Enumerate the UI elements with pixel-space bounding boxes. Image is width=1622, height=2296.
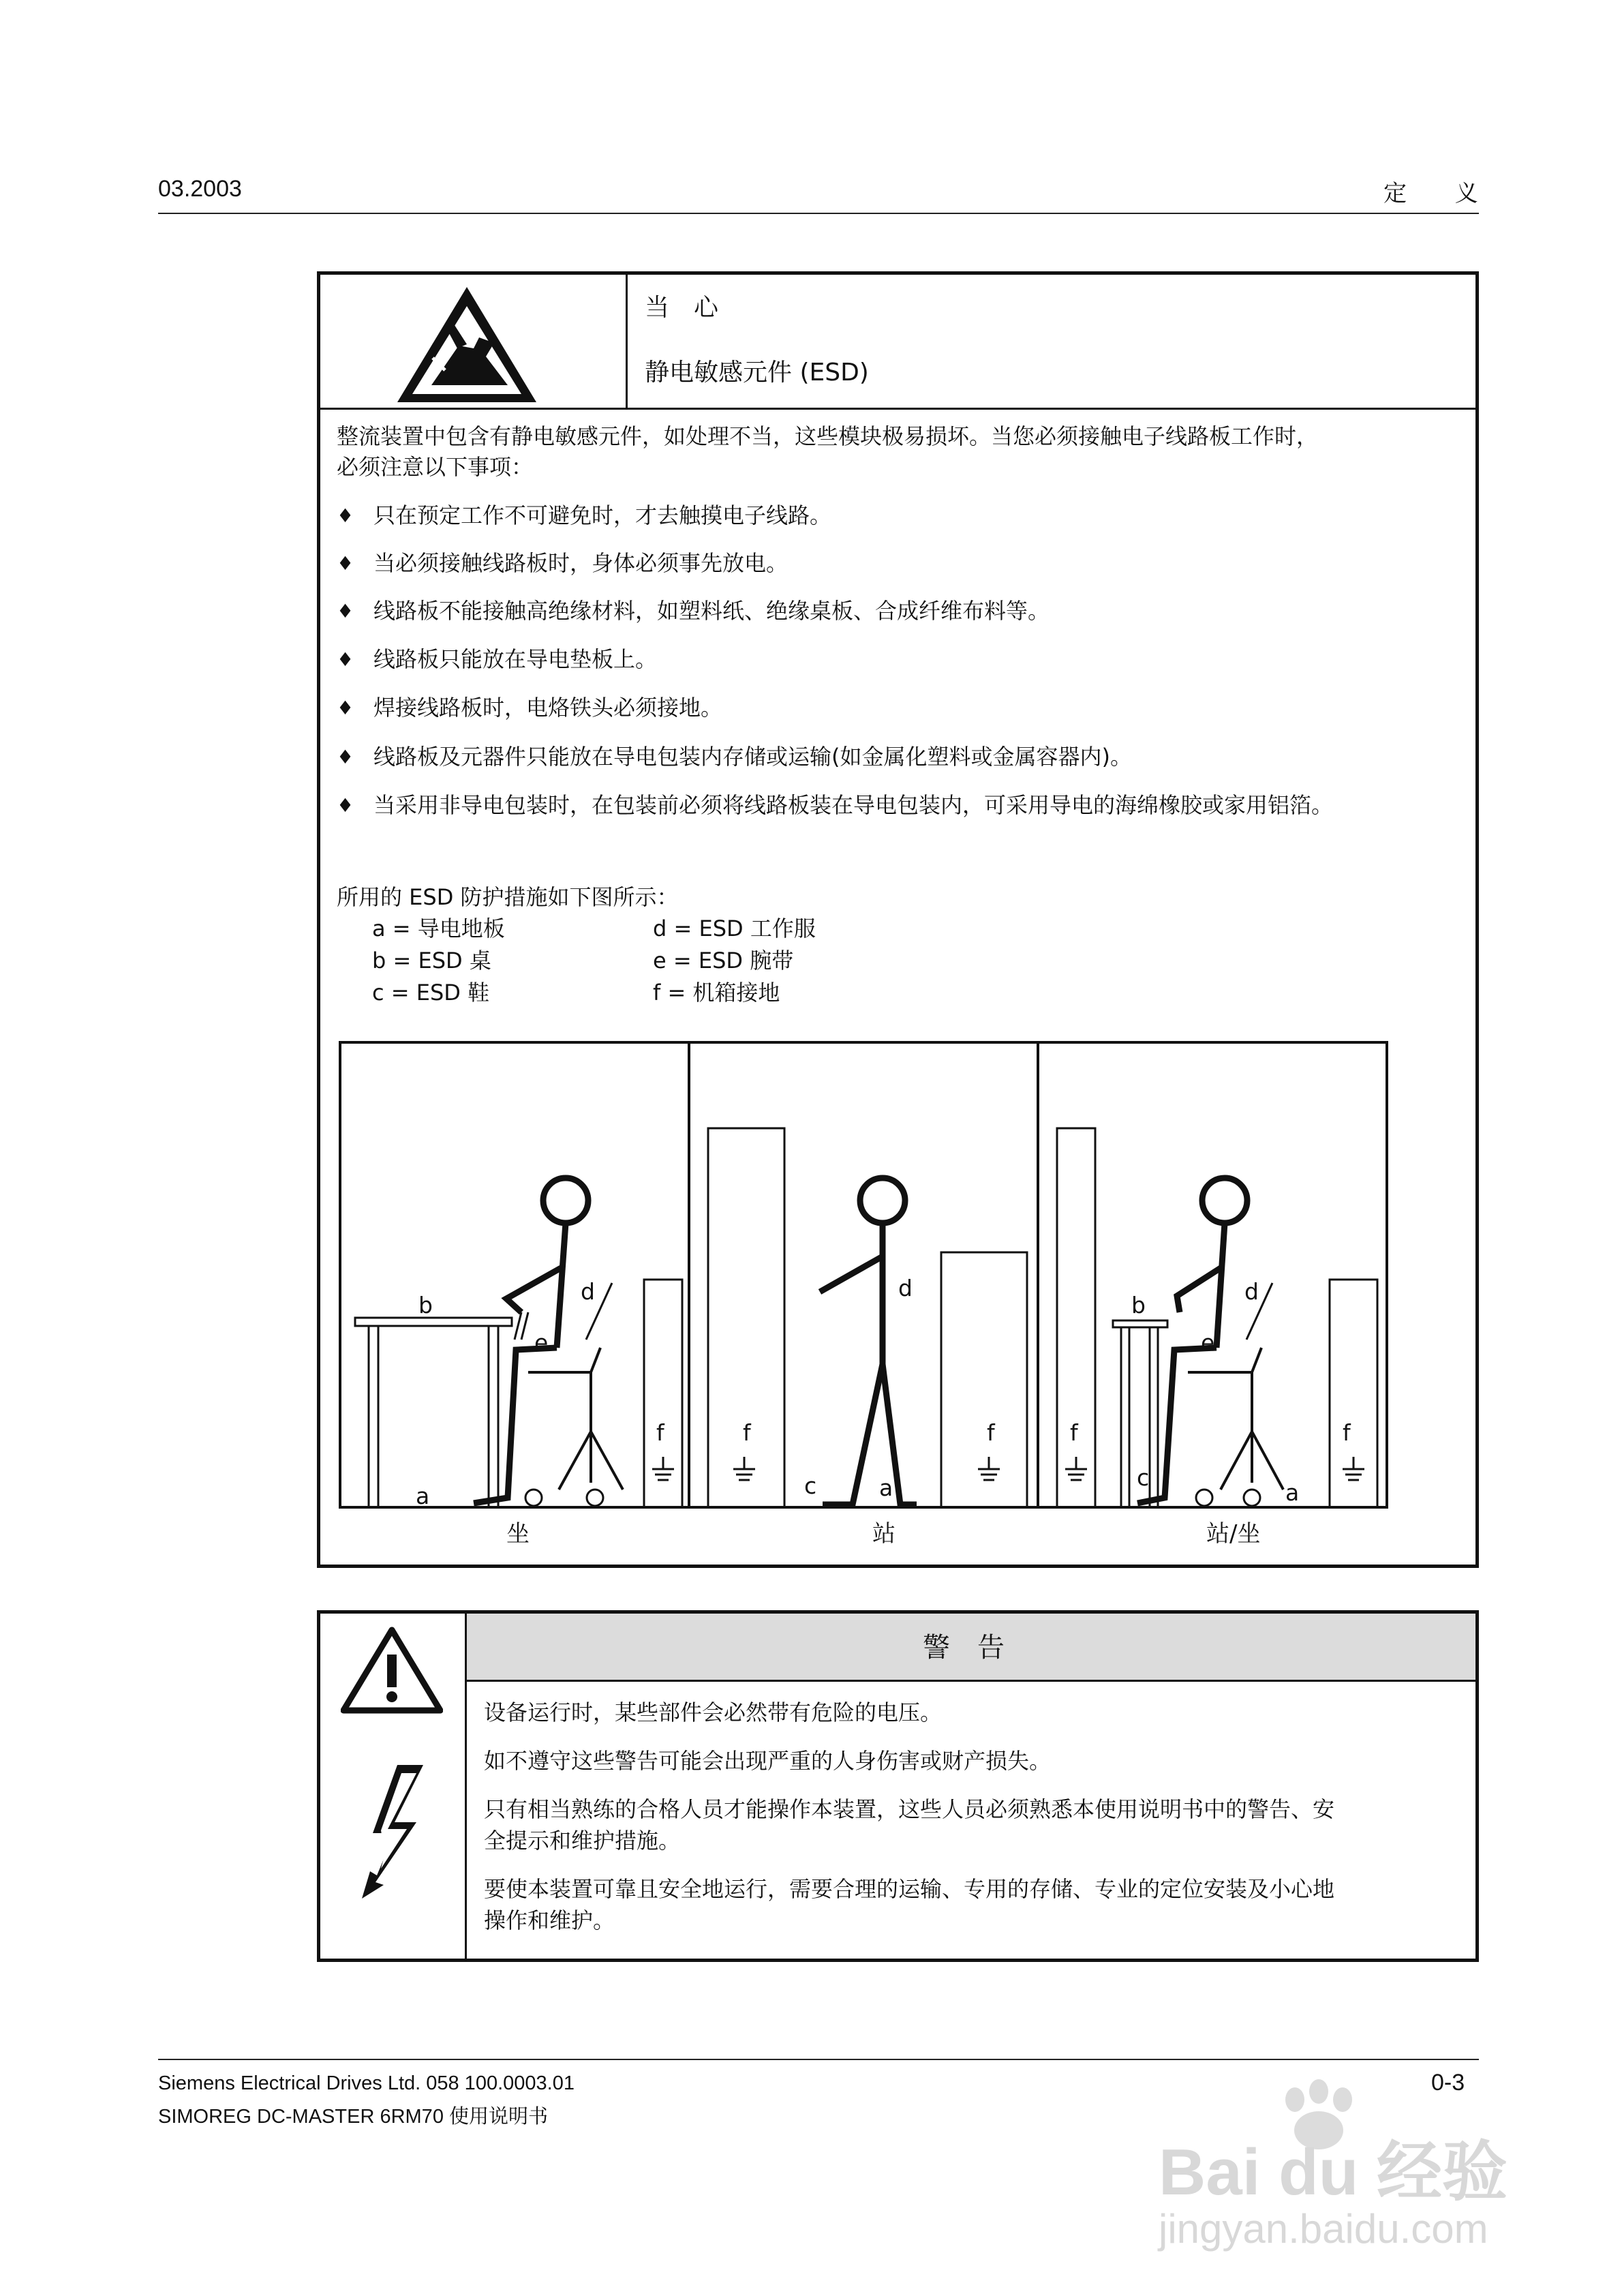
footer-rule <box>158 2059 1479 2060</box>
caution-intro-line1: 整流装置中包含有静电敏感元件，如处理不当，这些模块极易损坏。当您必须接触电子线路板工作时， <box>337 423 1319 449</box>
warning-p3-line2: 全提示和维护措施。 <box>484 1828 681 1854</box>
figure-label-a: a <box>1285 1479 1300 1506</box>
legend-a: a = 导电地板 <box>372 916 505 941</box>
figure-label-b: b <box>1131 1292 1146 1318</box>
figure-label-c: c <box>804 1472 817 1499</box>
figure-label-e: e <box>1201 1329 1215 1356</box>
footer-line2: SIMOREG DC-MASTER 6RM70 使用说明书 <box>158 2106 548 2128</box>
caution-title: 当 心 <box>645 294 719 322</box>
legend-e: e = ESD 腕带 <box>653 948 794 973</box>
figure-label-c: c <box>1137 1464 1150 1491</box>
figure-label-f: f <box>987 1419 995 1446</box>
legend-intro: 所用的 ESD 防护措施如下图所示： <box>337 884 679 910</box>
warning-p4-line1: 要使本装置可靠且安全地运行，需要合理的运输、专用的存储、专业的定位安装及小心地 <box>484 1876 1335 1902</box>
figure-label-d: d <box>1244 1278 1259 1305</box>
bullet-icon: ♦ <box>337 697 354 719</box>
bullet-icon: ♦ <box>337 504 354 527</box>
list-item: 线路板及元器件只能放在导电包装内存储或运输(如金属化塑料或金属容器内)。 <box>373 744 1132 770</box>
lightning-icon <box>358 1762 433 1902</box>
header-rule <box>158 213 1479 214</box>
bullet-icon: ♦ <box>337 746 354 768</box>
figure-label-a: a <box>416 1483 430 1509</box>
legend-b: b = ESD 桌 <box>372 948 491 973</box>
warning-p3-line1: 只有相当熟练的合格人员才能操作本装置，这些人员必须熟悉本使用说明书中的警告、安 <box>484 1796 1335 1822</box>
list-item: 当必须接触线路板时，身体必须事先放电。 <box>373 550 789 576</box>
caution-header-divider <box>318 408 1478 410</box>
list-item: 线路板只能放在导电垫板上。 <box>373 646 658 672</box>
bullet-icon: ♦ <box>337 648 354 671</box>
bullet-icon: ♦ <box>337 794 354 817</box>
figure-label-e: e <box>534 1329 549 1356</box>
figure-label-d: d <box>898 1275 913 1301</box>
watermark-url: jingyan.baidu.com <box>1159 2206 1488 2252</box>
bullet-icon: ♦ <box>337 552 354 575</box>
figure-label-f: f <box>656 1419 664 1446</box>
warning-header-divider <box>466 1680 1476 1682</box>
esd-measures-figure <box>337 1040 1394 1510</box>
footer-line1: Siemens Electrical Drives Ltd. 058 100.0003.01 <box>158 2072 575 2094</box>
figure-label-f: f <box>1070 1419 1078 1446</box>
warning-p4-line2: 操作和维护。 <box>484 1907 615 1933</box>
figure-caption-stand-sit: 站/坐 <box>1206 1520 1261 1547</box>
bullet-icon: ♦ <box>337 600 354 622</box>
legend-d: d = ESD 工作服 <box>653 916 816 941</box>
list-item: 焊接线路板时，电烙铁头必须接地。 <box>373 695 723 721</box>
legend-f: f = 机箱接地 <box>653 980 780 1006</box>
figure-label-b: b <box>418 1292 433 1318</box>
figure-label-a: a <box>879 1475 893 1501</box>
page-number: 0-3 <box>1431 2070 1465 2096</box>
header-date: 03.2003 <box>158 176 242 202</box>
warning-title: 警 告 <box>923 1632 1005 1663</box>
figure-label-f: f <box>743 1419 751 1446</box>
header-section: 定 义 <box>1383 180 1499 207</box>
warning-p1: 设备运行时，某些部件会必然带有危险的电压。 <box>484 1700 943 1725</box>
figure-caption-stand: 站 <box>872 1520 896 1547</box>
figure-caption-sit: 坐 <box>506 1520 530 1547</box>
esd-warning-icon <box>392 283 542 406</box>
figure-label-d: d <box>581 1278 595 1305</box>
warning-icon-divider <box>465 1612 467 1961</box>
list-item: 当采用非导电包装时，在包装前必须将线路板装在导电包装内，可采用导电的海绵橡胶或家用铝箔。 <box>373 792 1334 818</box>
warning-triangle-icon <box>341 1626 443 1715</box>
watermark-logo: Bai du 经验 <box>1159 2136 1508 2209</box>
caution-intro-line2: 必须注意以下事项： <box>337 454 534 480</box>
caution-subtitle: 静电敏感元件 (ESD) <box>645 359 869 387</box>
list-item: 只在预定工作不可避免时，才去触摸电子线路。 <box>373 502 832 528</box>
legend-c: c = ESD 鞋 <box>372 980 490 1006</box>
figure-label-f: f <box>1343 1419 1351 1446</box>
caution-icon-divider <box>626 273 628 409</box>
list-item: 线路板不能接触高绝缘材料，如塑料纸、绝缘桌板、合成纤维布料等。 <box>373 598 1050 624</box>
warning-p2: 如不遵守这些警告可能会出现严重的人身伤害或财产损失。 <box>484 1748 1052 1774</box>
